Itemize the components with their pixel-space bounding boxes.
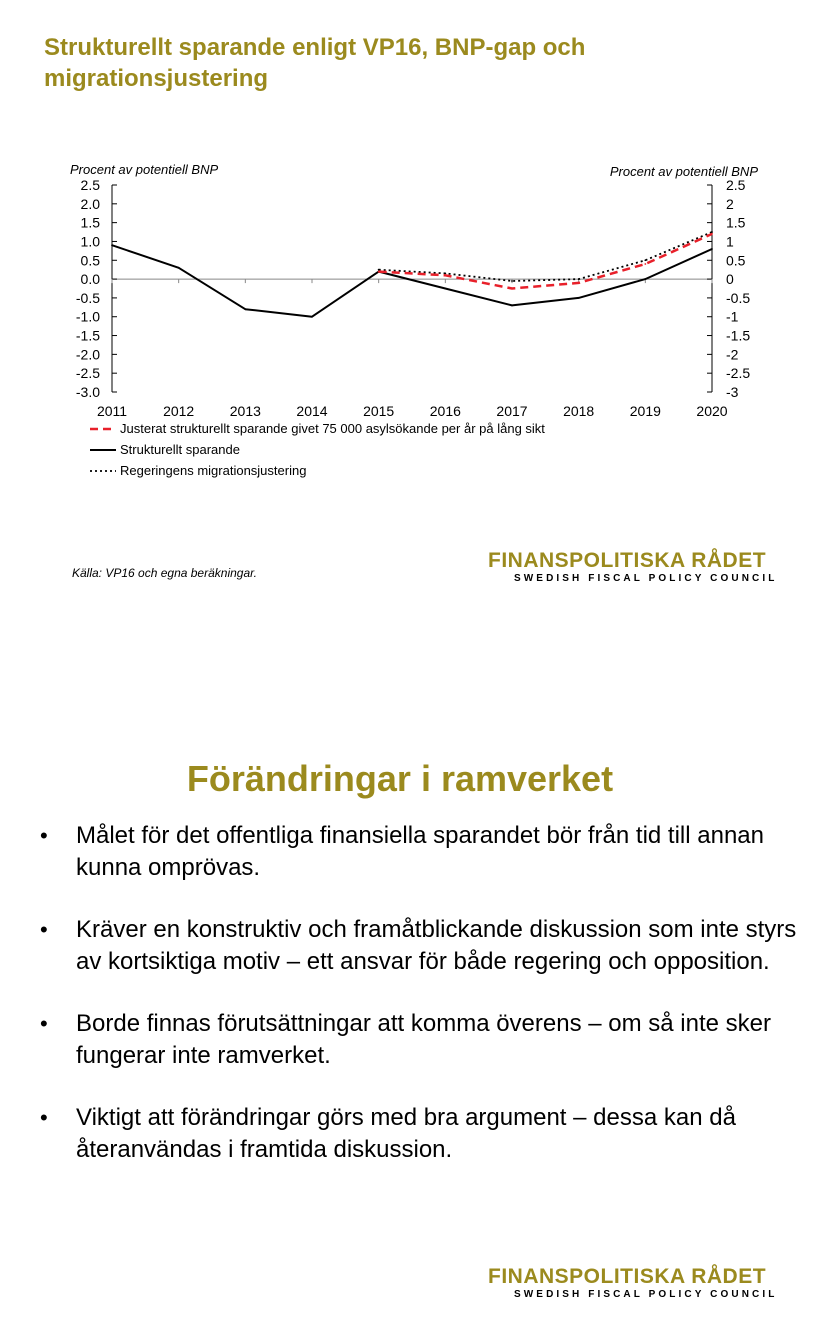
x-tick-label: 2013 xyxy=(229,403,261,419)
series-line-dashed xyxy=(379,234,712,289)
data-point xyxy=(378,271,380,273)
bullet-item xyxy=(38,820,798,884)
bullet-icon: • xyxy=(40,1105,48,1130)
x-tick-label: 2014 xyxy=(296,403,328,419)
y-tick-label-left: 1.0 xyxy=(80,233,100,250)
y-tick-label-right: -2.5 xyxy=(726,365,751,382)
y-tick-label-right: 1 xyxy=(726,233,734,250)
bullet-list xyxy=(38,820,798,1196)
legend-label: Strukturellt sparande xyxy=(120,442,240,457)
y-tick-label-left: 2.5 xyxy=(80,177,100,193)
data-point xyxy=(644,263,646,265)
legend-label: Justerat strukturellt sparande givet 75 000 asylsökande per år på lång sikt xyxy=(120,421,545,436)
data-point xyxy=(444,288,446,290)
bullet-text: Målet för det offentliga finansiella sparandet bör från tid till annan kunna omprövas. xyxy=(76,822,764,881)
y-tick-label-left: -3.0 xyxy=(75,384,100,400)
logo-name: FINANSPOLITISKA RÅDET xyxy=(488,549,767,572)
logo xyxy=(488,550,798,586)
data-point xyxy=(644,278,646,280)
y-tick-label-left: -1.5 xyxy=(75,327,100,344)
y-tick-label-left: 0.0 xyxy=(80,271,100,288)
data-point xyxy=(711,233,713,235)
data-point xyxy=(178,267,180,269)
x-tick-label: 2012 xyxy=(163,403,195,419)
slide-title: Strukturellt sparande enligt VP16, BNP-gap och migrationsjustering xyxy=(44,34,586,92)
x-tick-label: 2015 xyxy=(363,403,395,419)
x-tick-label: 2019 xyxy=(629,403,661,419)
data-point xyxy=(511,288,513,290)
y-tick-label-right: 0 xyxy=(726,271,734,288)
y-tick-label-right: -2 xyxy=(726,346,739,363)
y-tick-label-left: -1.0 xyxy=(75,308,100,325)
logo xyxy=(488,1266,798,1302)
bullet-item xyxy=(38,1008,798,1072)
y-tick-label-left: -2.5 xyxy=(75,365,100,382)
y-tick-label-right: 2.5 xyxy=(726,177,746,193)
y-tick-label-right: 0.5 xyxy=(726,252,746,269)
line-chart xyxy=(0,150,820,490)
data-point xyxy=(644,259,646,261)
y-tick-label-right: 1.5 xyxy=(726,214,746,231)
logo-subtitle: SWEDISH FISCAL POLICY COUNCIL xyxy=(514,573,778,584)
y-tick-label-right: -1.5 xyxy=(726,327,751,344)
logo-subtitle: SWEDISH FISCAL POLICY COUNCIL xyxy=(514,1289,778,1300)
bullet-text: Borde finnas förutsättningar att komma överens – om så inte sker fungerar inte ramverket. xyxy=(76,1010,772,1069)
logo-name: FINANSPOLITISKA RÅDET xyxy=(488,1265,767,1288)
slide-title: Förändringar i ramverket xyxy=(186,758,614,799)
series-line-solid xyxy=(112,245,712,317)
data-point xyxy=(378,269,380,271)
x-tick-label: 2018 xyxy=(563,403,595,419)
data-point xyxy=(311,316,313,318)
bullet-item xyxy=(38,914,798,978)
y-tick-label-right: 2 xyxy=(726,195,734,212)
data-point xyxy=(111,244,113,246)
bullet-icon: • xyxy=(40,917,48,942)
data-point xyxy=(511,280,513,282)
data-point xyxy=(711,231,713,233)
data-point xyxy=(578,297,580,299)
data-point xyxy=(444,274,446,276)
y-axis-title-left: Procent av potentiell BNP xyxy=(70,162,219,177)
slide-structural-saving xyxy=(0,0,820,640)
bullet-text: Viktigt att förändringar görs med bra argument – dessa kan då återanvändas i framtida diskussion. xyxy=(76,1104,736,1163)
y-tick-label-left: -2.0 xyxy=(75,346,100,363)
y-tick-label-left: 2.0 xyxy=(80,195,100,212)
y-tick-label-right: -1 xyxy=(726,308,739,325)
bullet-text: Kräver en konstruktiv och framåtblickande diskussion som inte styrs av kortsiktiga motiv – ett ansvar för både regering och opposition. xyxy=(76,916,797,975)
source-note: Källa: VP16 och egna beräkningar. xyxy=(72,566,258,580)
data-point xyxy=(244,308,246,310)
data-point xyxy=(711,248,713,250)
x-tick-label: 2020 xyxy=(696,403,728,419)
x-tick-label: 2017 xyxy=(496,403,528,419)
y-tick-label-left: 0.5 xyxy=(80,252,100,269)
bullet-icon: • xyxy=(40,1011,48,1036)
x-tick-label: 2016 xyxy=(429,403,461,419)
bullet-icon: • xyxy=(40,823,48,848)
y-tick-label-left: 1.5 xyxy=(80,214,100,231)
y-tick-label-right: -3 xyxy=(726,384,739,400)
slide-framework-changes xyxy=(0,700,820,1332)
bullet-item xyxy=(38,1102,798,1166)
x-tick-label: 2011 xyxy=(96,403,128,419)
data-point xyxy=(578,282,580,284)
legend-label: Regeringens migrationsjustering xyxy=(120,463,307,478)
y-tick-label-right: -0.5 xyxy=(726,289,751,306)
y-axis-title-right: Procent av potentiell BNP xyxy=(609,164,758,179)
data-point xyxy=(511,305,513,307)
y-tick-label-left: -0.5 xyxy=(75,289,100,306)
data-point xyxy=(578,278,580,280)
